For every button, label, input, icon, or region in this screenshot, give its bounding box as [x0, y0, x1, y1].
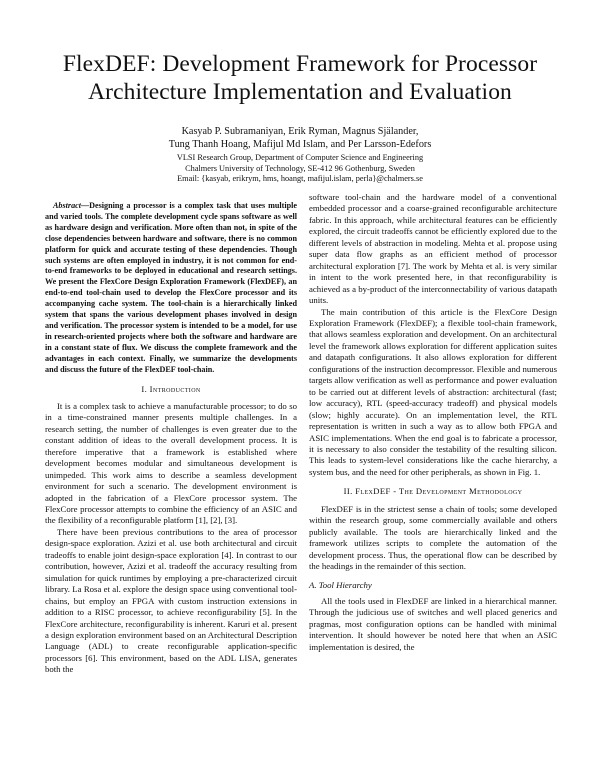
left-column	[45, 201, 297, 676]
intro-paragraph-4: The main contribution of this article is the FlexCore Design Exploration Framework (FlexDEF); a flexible tool-chain framework, that allows seamless exploration and development. On an architectural level the framework allows exploration for different application suites and datapath configurations. It also allows exploration for different configurations of the instruction decompressor. Flexible and numerous targets allow verification as well as performance and power evaluation to be carried out at different levels of abstraction: architectural (fast; low accuracy), RTL (speed-accuracy tradeoff) and physical models (slow; highly accurate). On an implementation level, the RTL representation is written in such a way as to allow both FPGA and ASIC implementations. When the end goal is to fabricate a processor, it is necessary to also consider the testability of the resulting silicon. This leads to system-level considerations like the cache hierarchy, a system bus, and the need for other peripherals, as shown in Fig. 1.	[309, 306, 557, 477]
abstract-text: —Designing a processor is a complex task that uses multiple and varied tools. The complete development cycle spans software as well as hardware design and verification. More often than not, in spite of the close dependencies between hardware and software, there is no common platform for quick and accurate testing of these dependencies. Though such systems are often employed in industry, it is not common for end-to-end frameworks to be deployed in educational and research settings. We present the FlexCore Design Exploration Framework (FlexDEF), an end-to-end tool-chain used to develop the FlexCore processor and its accompanying cache system. The tool-chain is a hierarchically linked system that spans the various development phases involved in design and verification. The processor system is intended to be a model, for use in research-oriented projects where both the software and hardware are in a constant state of flux. We discuss the complete framework and the advantages in each context. Finally, we summarize the developments and discuss the future of the FlexDEF tool-chain.	[45, 201, 297, 374]
affiliation-line: VLSI Research Group, Department of Computer Science and Engineering	[176, 153, 424, 162]
right-column	[309, 192, 557, 653]
intro-paragraph-2: There have been previous contributions to the area of processor design-space exploration. Azizi et al. use both architectural and circuit tradeoffs to enable joint design-space exploration [4]. In contrast to our contribution, however, Azizi et al. tradeoff the accuracy resulting from simulation for quick runtimes by employing a pre-characterized circuit library. La Rosa et al. explore the design space using conventional tool-chains, but employ an FPGA with custom instruction extensions in addition to a RISC processor, to achieve reconfigurability [5]. In the FlexCore architecture, reconfigurability is inherent. Karuri et al. present a design exploration environment based on an Architectural Description Language (ADL) to create reconfigurable application-specific processors [6]. This environment, based on the ADL LISA, generates both the	[45, 526, 297, 675]
intro-paragraph-1: It is a complex task to achieve a manufacturable processor; to do so in a time-constrained manner presents multiple challenges. In a research setting, the number of challenges is even greater due to the constant addition of ideas to the overall development process. It is therefore imperative that a framework is established where development becomes modular and simultaneous development is unimpeded. This work aims to describe a seamless development environment for such a scenario. The development environment is adopted in the fabrication of a FlexCore processor system. The FlexCore processor attempts to combine the efficiency of an ASIC and the flexibility of a reconfigurable platform [1], [2], [3].	[45, 400, 297, 526]
abstract-lead: Abstract	[53, 201, 81, 210]
author-line: Tung Thanh Hoang, Mafijul Md Islam, and Per Larsson-Edefors	[168, 138, 432, 150]
subsection-heading-tool-hierarchy: A. Tool Hierarchy	[309, 579, 372, 590]
methodology-paragraph-1: FlexDEF is in the strictest sense a chain of tools; some developed within the research group, some commercially available and others publicly available. The tools are hierarchically linked and the framework utilizes scripts to complete the automation of the development process. Thus, the operational flow can be described by the headings in the remainder of this section.	[309, 503, 557, 572]
section-heading-methodology: II. FlexDEF - The Development Methodology	[343, 486, 523, 497]
email-line: Email: {kasyab, erikrym, hms, hoangt, mafijul.islam, perla}@chalmers.se	[177, 174, 423, 183]
author-list	[80, 126, 520, 151]
section-heading-introduction: I. Introduction	[141, 383, 201, 394]
affiliation-block	[80, 153, 520, 185]
author-line: Kasyab P. Subramaniyan, Erik Ryman, Magnus Själander,	[181, 126, 419, 137]
abstract	[45, 201, 297, 376]
paper-title: FlexDEF: Development Framework for Processor Architecture Implementation and Evaluation	[62, 51, 538, 105]
intro-paragraph-3: software tool-chain and the hardware model of a conventional embedded processor and a coarse-grained reconfigurable architecture fabric. In this approach, while architectural features can be efficiently explored, the circuit tradeoffs cannot be efficiently explored due to the different levels of abstraction in modeling. Mehta et al. propose using super data flow graphs as an efficient method of processor architectural exploration [7]. The work by Mehta et al. is very similar in intent to the work presented here, in that reconfigurability is achieved as a by-product of the interconnectability of various datapath units.	[309, 192, 557, 306]
tool-hierarchy-paragraph: All the tools used in FlexDEF are linked in a hierarchical manner. Through the judicious use of switches and well placed generics and pragmas, most configuration options can be handled with minimal intervention. It should however be noted here that when an ASIC implementation is desired, the	[309, 595, 557, 652]
affiliation-line: Chalmers University of Technology, SE-412 96 Gothenburg, Sweden	[185, 163, 415, 173]
